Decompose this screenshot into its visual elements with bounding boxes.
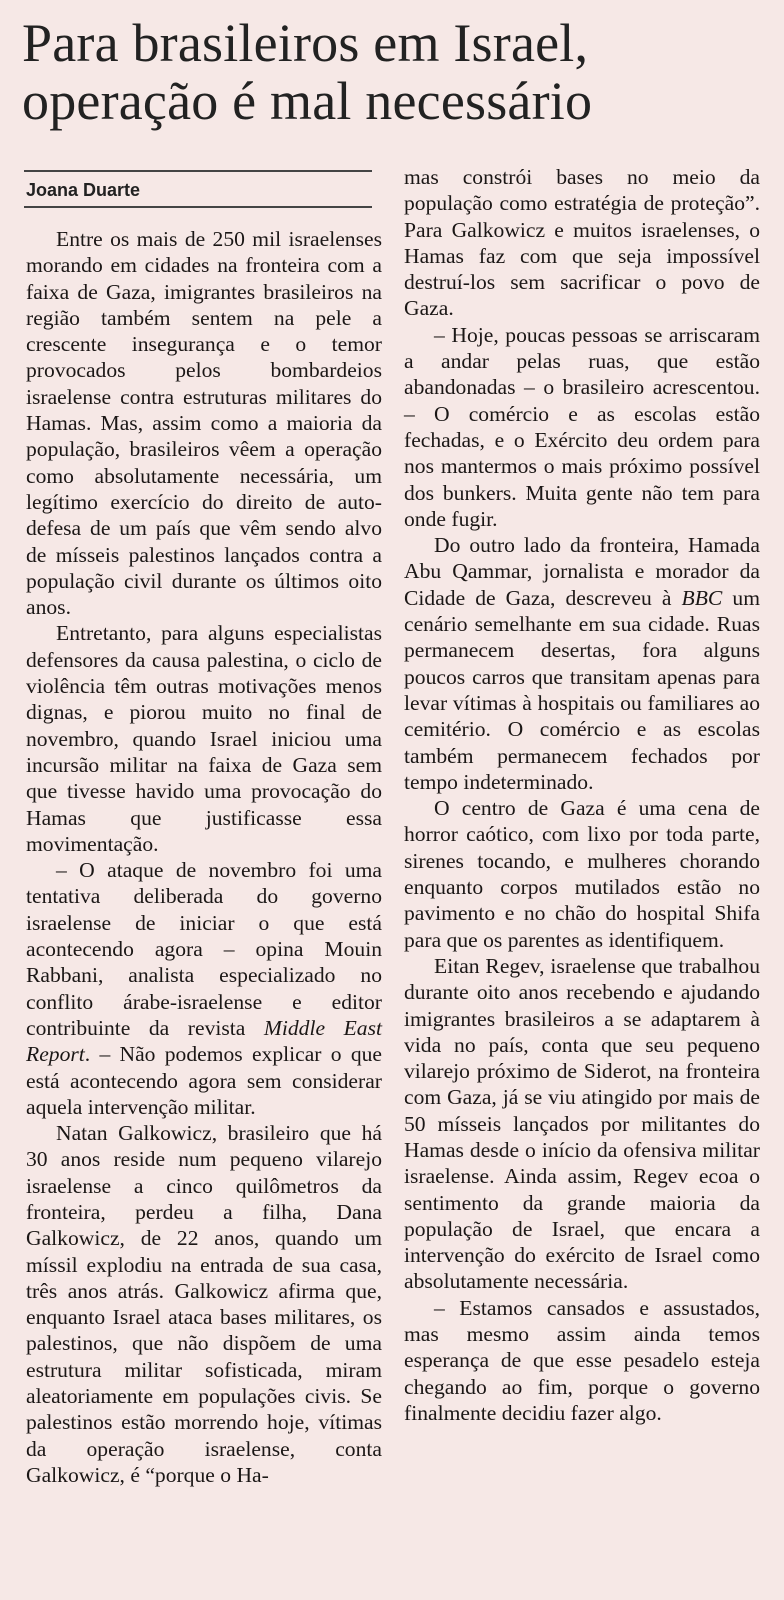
column-2 (404, 164, 760, 1426)
quote-text: . – Não podemos explicar o que está acontecendo agora sem considerar aquela intervenção militar. (26, 1042, 382, 1119)
headline-line-2: operação é mal necessário (22, 71, 593, 131)
quote-text: – O ataque de novembro foi uma tentativa deliberada do governo israelense de iniciar o que está acontecendo agora – opina Mouin Rabbani, analista especializado no conflito árabe-israelense e editor contribuinte da revista (26, 858, 382, 1040)
paragraph (26, 857, 382, 1120)
paragraph: – Hoje, poucas pessoas se arriscaram a andar pelas ruas, que estão abandonadas – o brasileiro acrescentou. – O comércio e as escolas estão fechadas, e o Exército deu ordem para nos mantermos o mais próximo possível dos bunkers. Muita gente não tem para onde fugir. (404, 322, 760, 531)
paragraph: – Estamos cansados e assustados, mas mesmo assim ainda temos esperança de que esse pesadelo esteja chegando ao fim, porque o governo finalmente decidiu fazer algo. (404, 1295, 760, 1425)
paragraph: O centro de Gaza é uma cena de horror caótico, com lixo por toda parte, sirenes tocando, e mulheres chorando enquanto corpos mutilados estão no pavimento e no chão do hospital Shifa para que os parentes as identifiquem. (404, 796, 760, 952)
paragraph: Eitan Regev, israelense que trabalhou durante oito anos recebendo e ajudando imigrantes brasileiros a se adaptarem à vida no país, conta que seu pequeno vilarejo próximo de Siderot, na fronteira com Gaza, já se viu atingido por mais de 50 mísseis lançados por militantes do Hamas desde o início da ofensiva militar israelense. Ainda assim, Regev ecoa o sentimento da grande maioria da população de Israel, que encara a intervenção do exército de Israel como absolutamente necessária. (404, 953, 760, 1294)
paragraph: Natan Galkowicz, brasileiro que há 30 anos reside num pequeno vilarejo israelense a cinco quilômetros da fronteira, perdeu a filha, Dana Galkowicz, de 22 anos, quando um míssil explodiu na entrada de sua casa, três anos atrás. Galkowicz afirma que, enquanto Israel ataca bases militares, os palestinos, que não dispõem de uma estrutura militar sofisticada, miram aleatoriamente em populações civis. Se palestinos estão morrendo hoje, vítimas da operação israelense, conta Galkowicz, é “porque o Ha- (26, 1121, 382, 1487)
paragraph-text: um cenário semelhante em sua cidade. Ruas permanecem desertas, fora alguns poucos carros que transitam apenas para levar vítimas à hospitais ou familiares ao cemitério. O comércio e as escolas também permanecem fechados por tempo indeterminado. (404, 585, 760, 794)
paragraph: Entretanto, para alguns especialistas defensores da causa palestina, o ciclo de violência têm outras motivações menos dignas, e piorou muito no final de novembro, quando Israel iniciou uma incursão militar na faixa de Gaza sem que tivesse havido uma provocação do Hamas que justificasse essa movimentação. (26, 621, 382, 856)
headline-line-1: Para brasileiros em Israel, (22, 13, 589, 73)
byline-rule-top (24, 170, 372, 172)
paragraph-text: Do outro lado da fronteira, Hamada Abu Qammar, jornalista e morador da Cidade de Gaza, descreveu à (404, 533, 760, 610)
byline: Joana Duarte (26, 180, 141, 200)
paragraph: Entre os mais de 250 mil israelenses morando em cidades na fronteira com a faixa de Gaza, imigrantes brasileiros na região também sentem na pele a crescente insegurança e o temor provocados pelos bombardeios israelense contra estruturas militares do Hamas. Mas, assim como a maioria da população, brasileiros vêem a operação como absolutamente necessária, um legítimo exercício do direito de auto-defesa de um país que vêm sendo alvo de mísseis palestinos lançados contra a população civil durante os últimos oito anos. (26, 227, 382, 620)
byline-rule-bottom (24, 206, 372, 208)
column-1 (26, 226, 382, 1488)
paragraph (404, 532, 760, 795)
broadcaster-name: BBC (681, 585, 723, 610)
publication-name: Middle East Report (26, 1015, 382, 1067)
paragraph: mas constrói bases no meio da população como estratégia de proteção”. Para Galkowicz e muitos israelenses, o Hamas faz com que seja impossível destruí-los sem sacrificar o povo de Gaza. (404, 165, 760, 321)
headline (22, 14, 762, 130)
